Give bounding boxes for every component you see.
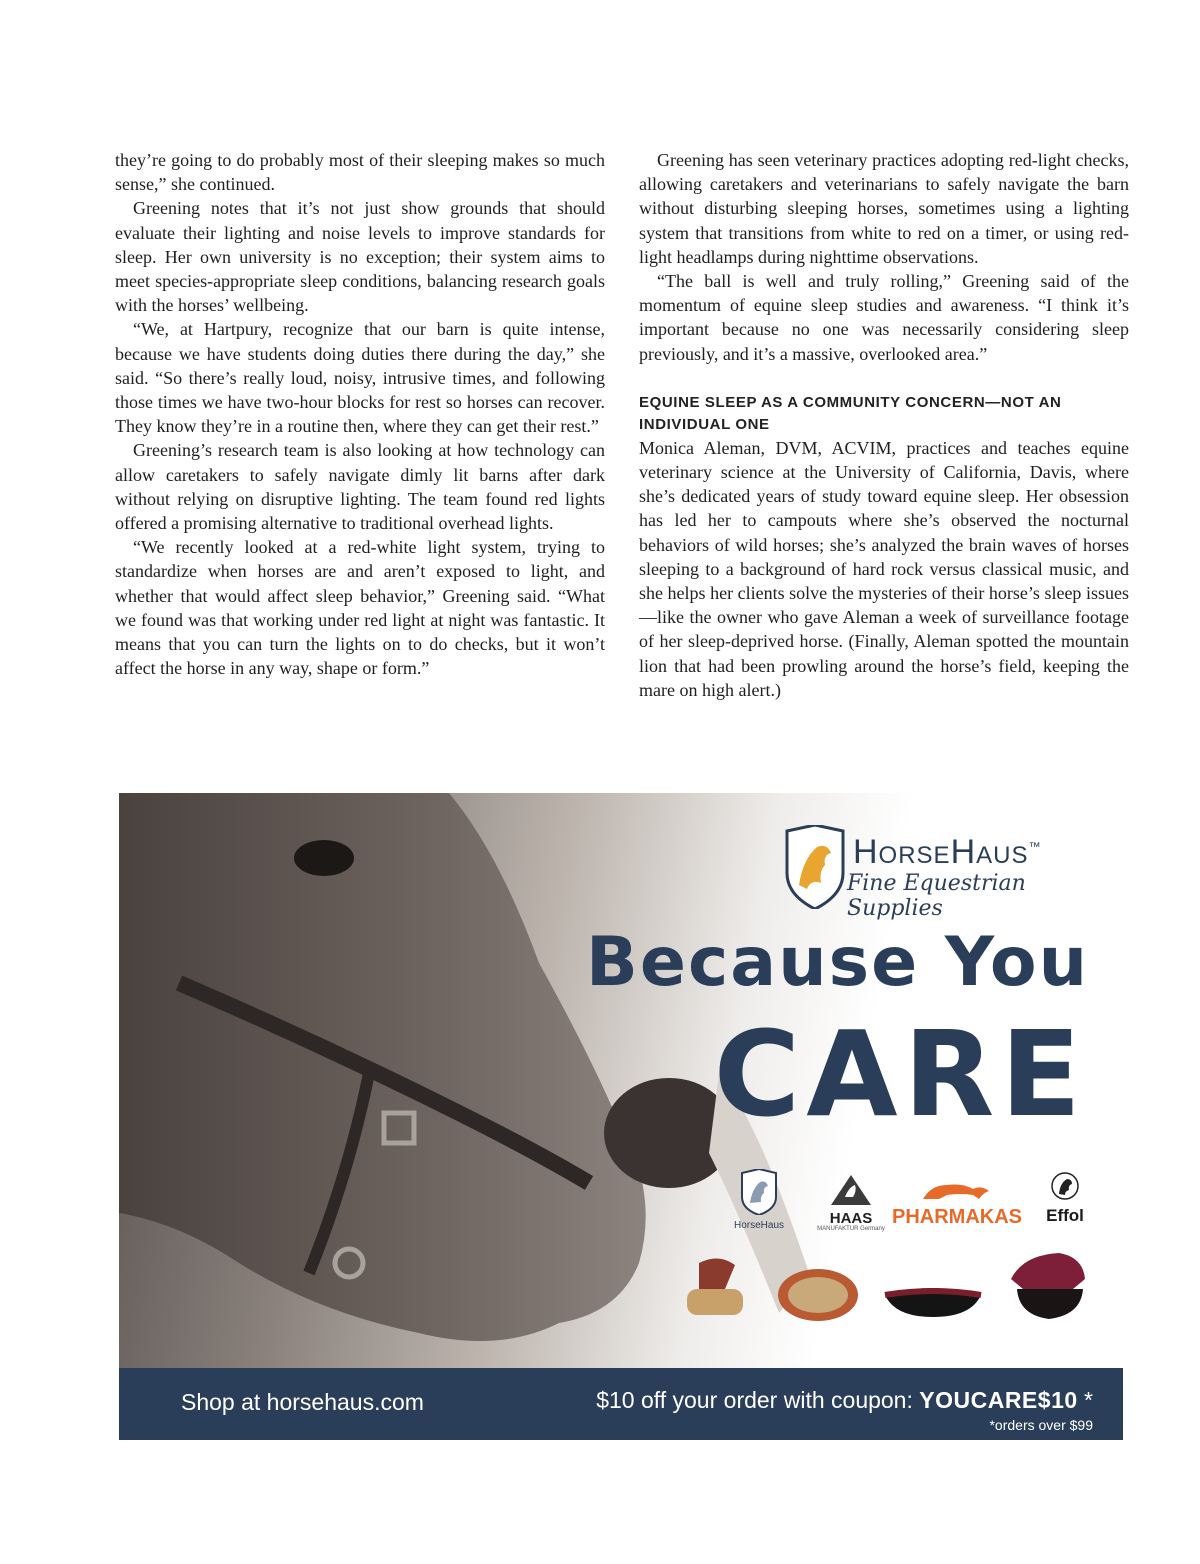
coupon-code: YOUCARE$10 [919,1387,1078,1413]
brush-product-4 [1003,1249,1091,1325]
shop-link[interactable]: Shop at horsehaus.com [181,1389,424,1415]
paragraph: Greening’s research team is also looking at how technology can allow caretakers to safely navigate dimly lit barns after dark without relying on disruptive lighting. The team found red lights offered a promising alternative to traditional overhead lights. [115,440,605,534]
brand-haas: HAAS MANUFAKTUR Germany [811,1173,891,1232]
logo-name: HorseHaus™ [853,833,1042,871]
shield-horse-icon [783,825,847,909]
ad-footer-bar[interactable] [119,1368,1123,1440]
horsehaus-logo[interactable] [783,825,1083,921]
pharmakas-horse-icon [917,1179,997,1201]
article-column-right [639,148,1129,702]
coupon-offer: $10 off your order with coupon: YOUCARE$10 * [596,1387,1093,1413]
logo-tagline: Fine Equestrian Supplies [847,871,1026,921]
brush-product-3 [881,1277,985,1323]
brush-product-2 [775,1265,861,1327]
haas-mountain-icon [829,1173,873,1207]
brand-effol: Effol [1035,1171,1095,1226]
paragraph: “We recently looked at a red-white light system, trying to standardize when horses are and aren’t exposed to light, and whether that would affect sleep behavior,” Greening said. “What we found was that working under red light at night was fantastic. It means that you can turn the lights on to do checks, but it won’t affect the horse in any way, shape or form.” [115,537,605,679]
paragraph: “The ball is well and truly rolling,” Greening said of the momentum of equine sleep studies and awareness. “I think it’s important because no one was necessarily considering sleep previously, and it’s a massive, overlooked area.” [639,271,1129,364]
brand-pharmakas: PHARMAKAS [887,1179,1027,1229]
paragraph: “We, at Hartpury, recognize that our barn is quite intense, because we have students doing duties there during the day,” she said. “So there’s really loud, noisy, intrusive times, and following those times we have two-hour blocks for rest so horses can recover. They know they’re in a routine then, where they can get their rest.” [115,319,605,437]
brush-product-1 [679,1253,751,1323]
article-column-left [115,148,605,680]
section-heading: EQUINE SLEEP AS A COMMUNITY CONCERN—NOT AN INDIVIDUAL ONE [639,393,1062,433]
paragraph: Greening has seen veterinary practices adopting red-light checks, allowing caretakers and veterinarians to safely navigate the barn without disturbing sleeping horses, sometimes using a lighting system that transitions from white to red on a timer, or using red-light headlamps during nighttime observations. [639,150,1129,267]
effol-horse-icon [1050,1171,1080,1201]
horsehaus-advertisement[interactable] [119,793,1123,1440]
headline-line-2: CARE [713,1005,1087,1143]
paragraph: Monica Aleman, DVM, ACVIM, practices and teaches equine veterinary science at the University of California, Davis, where she’s dedicated years of study toward equine sleep. Her obsession has led her to campouts where she’s observed the nocturnal behaviors of wild horses; she’s analyzed the brain waves of horses sleeping to a background of hard rock versus classical music, and she helps her clients solve the mysteries of their horse’s sleep issues—like the owner who gave Aleman a week of surveillance footage of her sleep-deprived horse. (Finally, Aleman spotted the mountain lion that had been prowling around the horse’s field, keeping the mare on high alert.) [639,437,1129,700]
horsehaus-shield-icon [739,1169,779,1215]
fine-print: *orders over $99 [989,1417,1093,1433]
headline-line-1: Because You [586,923,1089,1002]
brand-logos [719,1169,1109,1239]
brand-horsehaus: HorseHaus [719,1169,799,1231]
paragraph: Greening notes that it’s not just show grounds that should evaluate their lighting and noise levels to improve standards for sleep. Her own university is no exception; their system aims to meet species-appropriate sleep conditions, balancing research goals with the horses’ wellbeing. [115,198,605,316]
paragraph: they’re going to do probably most of their sleeping makes so much sense,” she continued. [115,150,605,195]
